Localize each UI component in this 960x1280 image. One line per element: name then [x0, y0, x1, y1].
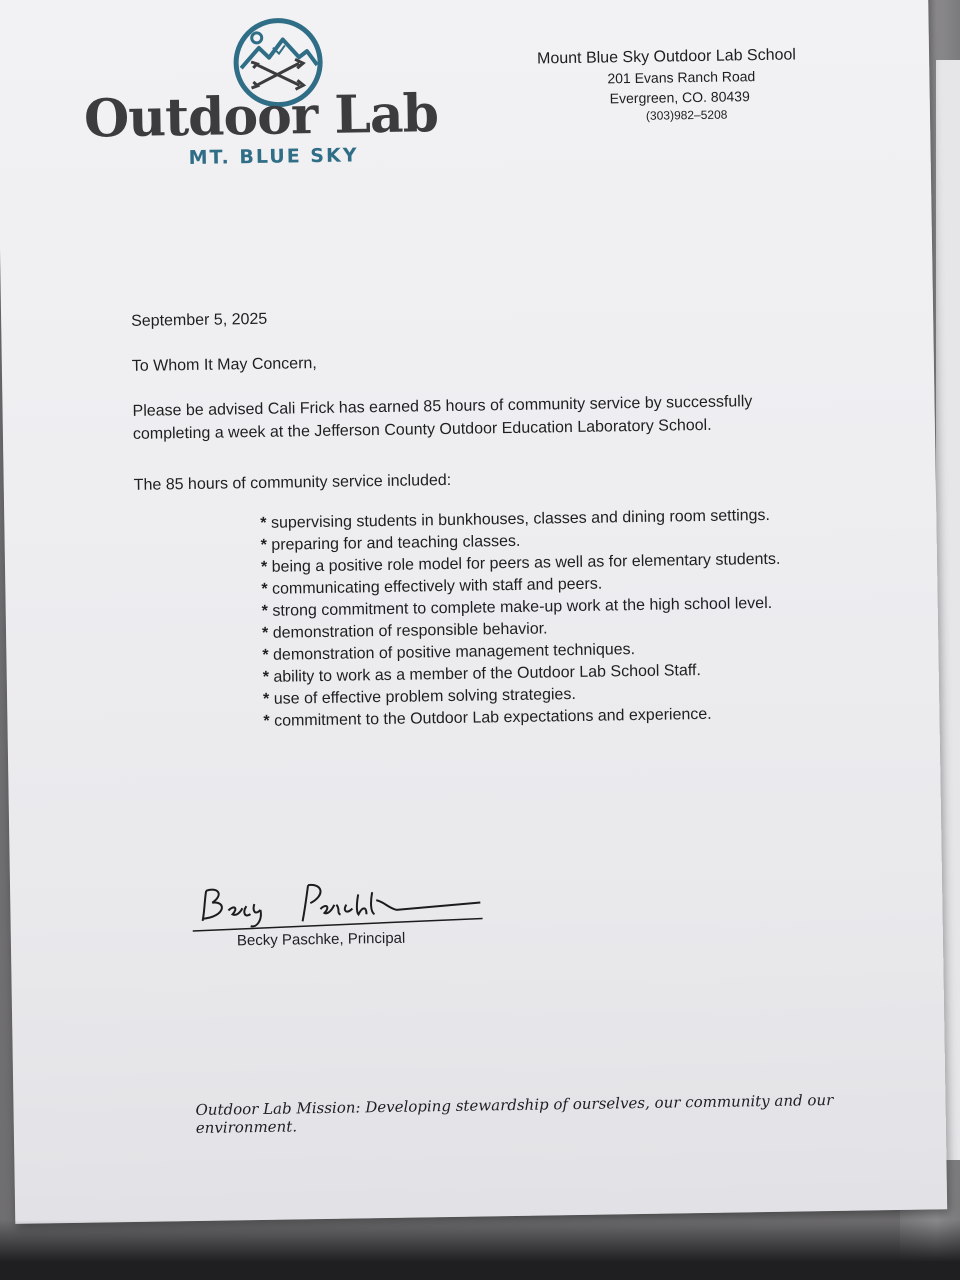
list-item: * strong commitment to complete make-up work at the high school level. [262, 592, 836, 623]
letter-paragraph: Please be advised Cali Frick has earned 85 hours of community service by successfully completing a week at the Jefferson County Outdoor Education Laboratory School. [132, 393, 753, 443]
letter-date: September 5, 2025 [131, 310, 268, 330]
handwritten-signature [190, 872, 491, 937]
letter-greeting: To Whom It May Concern, [131, 355, 317, 375]
list-item: * ability to work as a member of the Outdoor Lab School Staff. [263, 658, 837, 689]
logo-wordmark: Outdoor Lab [83, 83, 439, 150]
table-edge-shadow [0, 1220, 960, 1280]
letter-body [131, 299, 838, 735]
list-item: * preparing for and teaching classes. [261, 526, 835, 557]
list-item: * demonstration of positive management techniques. [262, 636, 836, 667]
list-intro: The 85 hours of community service included: [133, 471, 452, 494]
list-item: * supervising students in bunkhouses, classes and dining room settings. [260, 504, 834, 535]
school-name: Mount Blue Sky Outdoor Lab School [536, 46, 797, 68]
list-item: * commitment to the Outdoor Lab expectations and experience. [263, 702, 837, 733]
school-address [537, 45, 838, 126]
logo-subtitle: MT. BLUE SKY [188, 144, 359, 169]
city-state-zip: Evergreen, CO. 80439 [609, 88, 750, 107]
service-list [134, 504, 837, 735]
street-address: 201 Evans Ranch Road [607, 68, 756, 87]
list-item: * demonstration of responsible behavior. [262, 614, 836, 645]
list-item: * being a positive role model for peers as well as for elementary students. [261, 548, 835, 579]
list-item: * communicating effectively with staff and peers. [261, 570, 835, 601]
mission-statement: Outdoor Lab Mission: Developing stewardship of ourselves, our community and our environment. [195, 1090, 834, 1137]
signer-name: Becky Paschke, Principal [236, 929, 406, 950]
phone-number: (303)982–5208 [645, 107, 728, 123]
list-item: * use of effective problem solving strategies. [263, 680, 837, 711]
